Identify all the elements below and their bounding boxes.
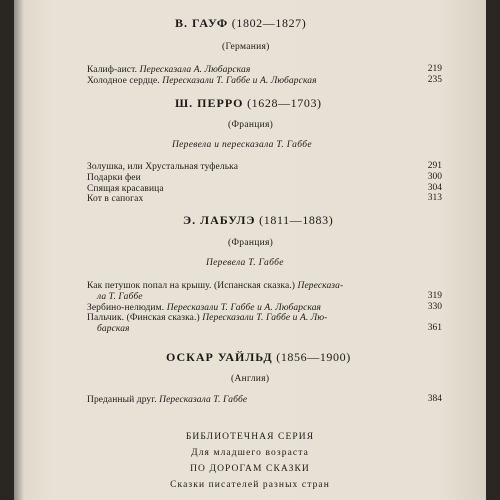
author-years: (1628—1703)	[247, 96, 322, 110]
entry-credit-continued: барская	[97, 324, 130, 334]
entry-title: Пальчик. (Финская сказка.)	[87, 313, 200, 323]
author-heading	[166, 350, 351, 365]
author-country: (Франция)	[228, 120, 274, 130]
series-subtitle: Сказки писателей разных стран	[170, 480, 330, 490]
page-shadow	[14, 0, 24, 500]
page-number: 384	[427, 394, 442, 404]
entry-title: Как петушок попал на крышу. (Испанская сказка.)	[87, 281, 296, 291]
page-number: 319	[427, 291, 442, 301]
author-name: ОСКАР УАЙЛЬД	[166, 350, 273, 364]
author-name: Э. ЛАБУЛЭ	[183, 213, 256, 227]
entry-credit: Пересказали Т. Габбе и А. Любарская	[162, 76, 317, 86]
entry-credit: Пересказа-	[297, 281, 344, 291]
author-name: Ш. ПЕРРО	[175, 96, 244, 110]
author-heading	[175, 96, 322, 111]
author-name: В. ГАУФ	[175, 16, 229, 30]
author-heading	[175, 16, 306, 31]
entry-credit: Пересказала Т. Габбе	[159, 395, 248, 405]
page-number: 330	[427, 302, 442, 312]
toc-entry: Кот в сапогах	[87, 194, 144, 204]
entry-title: Преданный друг.	[87, 395, 157, 405]
entry-credit-continued: ла Т. Габбе	[97, 292, 143, 302]
author-country: (Англия)	[231, 374, 270, 384]
entry-title: Калиф-аист.	[87, 65, 138, 75]
series-age-group: Для младшего возраста	[191, 448, 309, 458]
toc-entry	[87, 394, 247, 406]
author-country: (Франция)	[228, 238, 274, 248]
toc-entry: Золушка, или Хрустальная туфелька	[87, 162, 239, 172]
page-number: 219	[427, 64, 442, 74]
author-country: (Германия)	[222, 42, 270, 52]
translator-line: Перевела Т. Габбе	[206, 258, 284, 268]
entry-title: Холодное сердце.	[87, 76, 160, 86]
translator-line: Перевела и пересказала Т. Габбе	[172, 140, 312, 150]
series-title: ПО ДОРОГАМ СКАЗКИ	[190, 464, 310, 474]
page-number: 235	[427, 75, 442, 85]
toc-entry: Спящая красавица	[87, 184, 164, 194]
toc-entry: Подарки феи	[87, 173, 141, 183]
page-number: 361	[427, 323, 442, 333]
page-number: 313	[427, 193, 442, 203]
author-heading	[183, 213, 333, 228]
author-years: (1811—1883)	[259, 213, 334, 227]
series-name: БИБЛИОТЕЧНАЯ СЕРИЯ	[185, 432, 315, 442]
entry-credit: Пересказала А. Любарская	[139, 65, 251, 75]
page-number: 304	[427, 183, 442, 193]
page-number: 291	[427, 161, 442, 171]
entry-credit: Пересказали Т. Габбе и А. Любарская	[166, 303, 322, 313]
author-years: (1856—1900)	[276, 350, 351, 364]
author-years: (1802—1827)	[231, 16, 307, 30]
entry-credit: Пересказали Т. Габбе и А. Лю-	[202, 313, 328, 323]
toc-entry	[87, 75, 317, 87]
entry-title: Зербино-нелюдим.	[87, 303, 165, 313]
page-number: 300	[427, 172, 442, 182]
